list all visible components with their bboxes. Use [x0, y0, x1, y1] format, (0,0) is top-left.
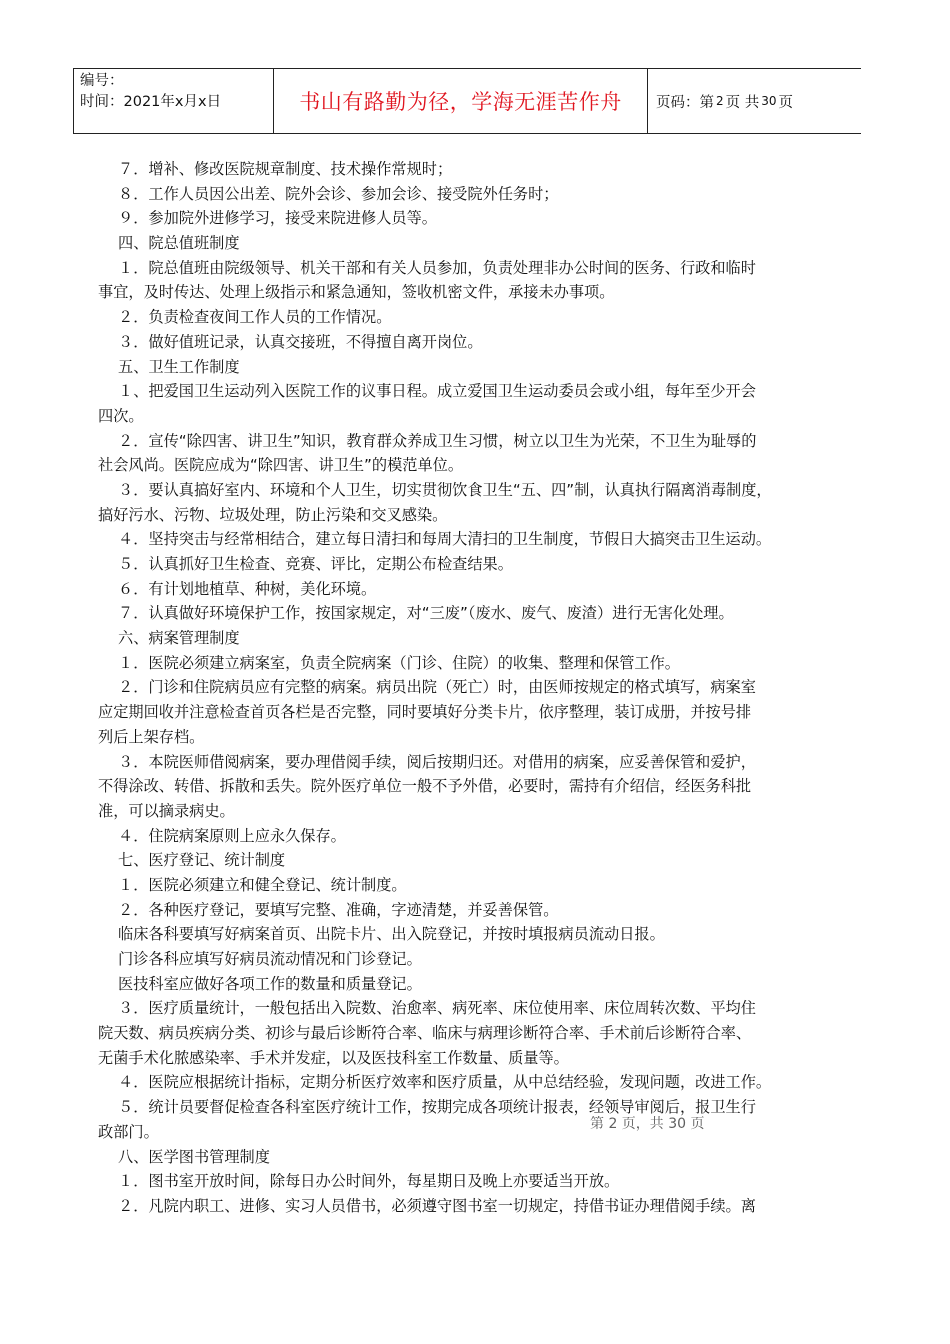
text-line: １．医院必须建立和健全登记、统计制度。: [118, 875, 407, 894]
text-line: 搞好污水、污物、垃圾处理，防止污染和交叉感染。: [98, 505, 448, 524]
document-number-label: 编号：: [80, 73, 124, 89]
text-line: ５．认真抓好卫生检查、竞赛、评比，定期公布检查结果。: [118, 555, 513, 573]
text-line: １、把爱国卫生运动列入医院工作的议事日程。成立爱国卫生运动委员会或小组，每年至少开会: [118, 382, 756, 401]
text-line: １．院总值班由院级领导、机关干部和有关人员参加，负责处理非办公时间的医务、行政和临时: [118, 258, 756, 277]
text-line: 八、医学图书管理制度: [118, 1147, 270, 1166]
text-line: ８．工作人员因公出差、院外会诊、参加会诊、接受院外任务时；: [118, 184, 559, 203]
header-page-info: [648, 69, 861, 133]
text-line: １．医院必须建立病案室，负责全院病案（门诊、住院）的收集、整理和保管工作。: [118, 653, 680, 672]
text-line: 列后上架存档。: [98, 727, 205, 746]
text-line: １．图书室开放时间，除每日办公时间外，每星期日及晚上亦要适当开放。: [118, 1172, 620, 1191]
text-line: 医技科室应做好各项工作的数量和质量登记。: [118, 974, 422, 993]
text-line: ５．统计员要督促检查各科室医疗统计工作，按期完成各项统计报表，经领导审阅后，报卫生行: [118, 1098, 756, 1117]
text-line: 事宜，及时传达、处理上级指示和紧急通知，签收机密文件，承接未办事项。: [98, 283, 615, 302]
text-line: 社会风尚。医院应成为“除四害、讲卫生”的模范单位。: [98, 456, 464, 475]
page-footer-mark: 第 2 页，共 30 页: [590, 1116, 705, 1132]
header-meta: [74, 69, 274, 133]
text-line: 门诊各科应填写好病员流动情况和门诊登记。: [118, 950, 422, 968]
text-line: 应定期回收并注意检查首页各栏是否完整，同时要填好分类卡片，依序整理，装订成册，并按号排: [98, 703, 752, 722]
text-line: ９．参加院外进修学习，接受来院进修人员等。: [118, 209, 437, 228]
page-current: 2: [716, 94, 724, 108]
text-line: 不得涂改、转借、拆散和丢失。院外医疗单位一般不予外借，必要时，需持有介绍信，经医务科批: [98, 777, 752, 796]
document-time-label: 时间：2021年x月x日: [80, 94, 222, 110]
text-line: 临床各科要填写好病案首页、出院卡片、出入院登记，并按时填报病员流动日报。: [118, 925, 665, 944]
text-line: ２．宣传“除四害、讲卫生”知识，教育群众养成卫生习惯，树立以卫生为光荣，不卫生为耻辱的: [118, 431, 757, 450]
text-line: ４．坚持突击与经常相结合，建立每日清扫和每周大清扫的卫生制度，节假日大搞突击卫生运动。: [118, 530, 772, 549]
text-line: ３．要认真搞好室内、环境和个人卫生，切实贯彻饮食卫生“五、四”制，认真执行隔离消毒制度，: [118, 480, 772, 499]
text-line: ７．增补、修改医院规章制度、技术操作常规时；: [118, 160, 453, 178]
document-body: [98, 157, 838, 1219]
text-line: ４．医院应根据统计指标，定期分析医疗效率和医疗质量，从中总结经验，发现问题，改进工作。: [118, 1073, 772, 1092]
text-line: ７．认真做好环境保护工作，按国家规定，对“三废”（废水、废气、废渣）进行无害化处理。: [118, 604, 734, 623]
page-middle: 页 共: [725, 94, 760, 111]
text-line: 院天数、病员疾病分类、初诊与最后诊断符合率、临床与病理诊断符合率、手术前后诊断符合率、: [98, 1024, 752, 1043]
text-line: 七、医疗登记、统计制度: [118, 851, 286, 870]
text-line: 四次。: [98, 406, 144, 425]
header-motto: 书山有路勤为径，学海无涯苦作舟: [274, 69, 648, 133]
text-line: ２．各种医疗登记，要填写完整、准确，字迹清楚，并妥善保管。: [118, 900, 559, 919]
text-line: 政部门。: [98, 1122, 159, 1141]
text-line: ３．本院医师借阅病案，要办理借阅手续，阅后按期归还。对借用的病案，应妥善保管和爱护，: [118, 752, 756, 771]
text-line: 准，可以摘录病史。: [98, 801, 235, 820]
text-line: ２．凡院内职工、进修、实习人员借书，必须遵守图书室一切规定，持借书证办理借阅手续。离: [118, 1196, 756, 1215]
page-header: [73, 68, 861, 134]
text-line: ３．医疗质量统计，一般包括出入院数、治愈率、病死率、床位使用率、床位周转次数、平均住: [118, 999, 756, 1018]
text-line: ２．负责检查夜间工作人员的工作情况。: [118, 308, 392, 327]
text-line: ６．有计划地植草、种树，美化环境。: [118, 579, 377, 598]
text-line: 无菌手术化脓感染率、手术并发症，以及医技科室工作数量、质量等。: [98, 1048, 569, 1067]
text-line: ３．做好值班记录，认真交接班，不得擅自离开岗位。: [118, 332, 483, 351]
text-line: 四、院总值班制度: [118, 234, 240, 253]
page-prefix: 页码：第: [656, 94, 714, 111]
page-total: 30: [761, 94, 777, 108]
text-line: 五、卫生工作制度: [118, 357, 240, 376]
text-line: ４．住院病案原则上应永久保存。: [118, 826, 346, 845]
text-line: 六、病案管理制度: [118, 629, 240, 648]
page-suffix: 页: [778, 94, 794, 111]
text-line: ２．门诊和住院病员应有完整的病案。病员出院（死亡）时，由医师按规定的格式填写，病案室: [118, 678, 756, 697]
